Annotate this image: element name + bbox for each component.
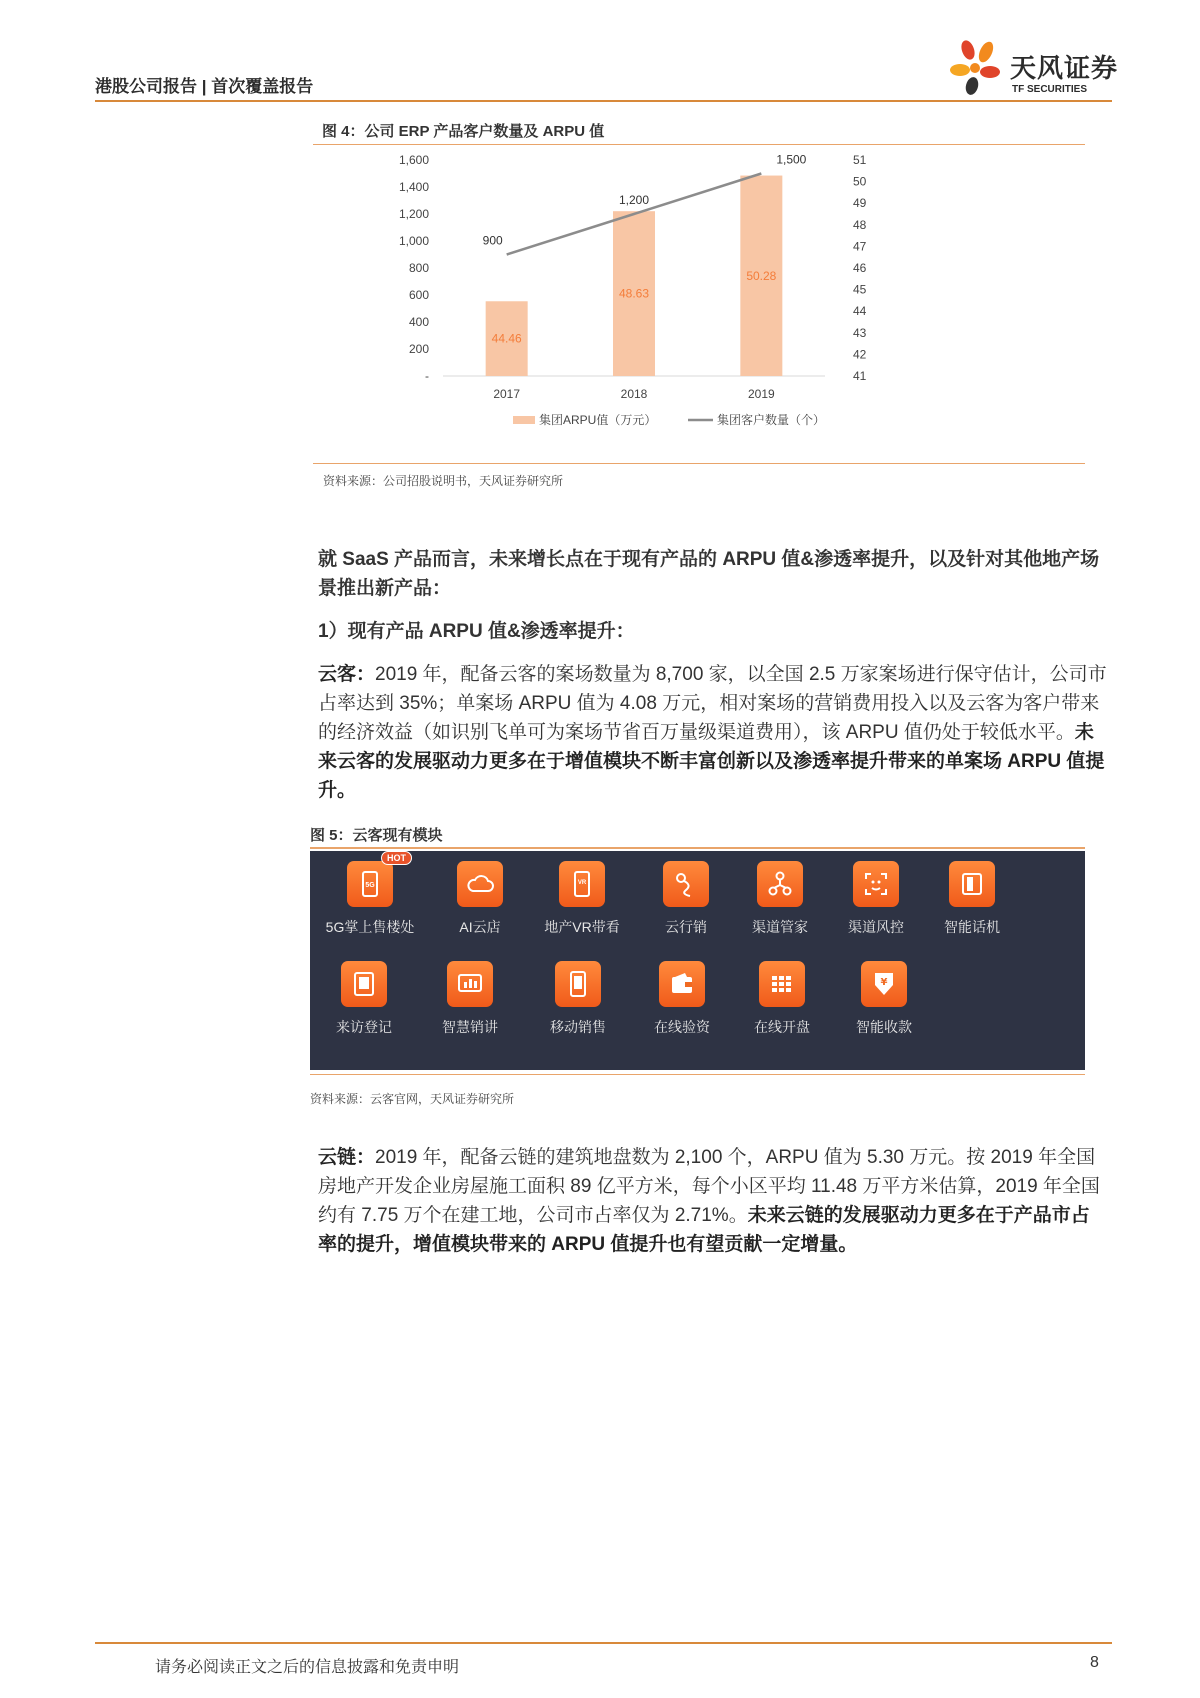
module-tile (430, 961, 510, 1041)
legend-swatch-arpu (513, 416, 535, 424)
presentation-icon (447, 961, 493, 1007)
left-axis-tick-label: 400 (408, 315, 429, 329)
module-label: 智能话机 (944, 919, 1000, 935)
left-axis-tick-label: 1,600 (398, 153, 429, 167)
figure-5-title: 图 5：云客现有模块 (310, 827, 443, 844)
yunlian-lead: 云链： (318, 1147, 376, 1168)
logo-text-en: TF SECURITIES (1012, 84, 1088, 95)
right-axis-tick-label: 42 (853, 347, 867, 362)
right-axis-tick-label: 51 (853, 153, 867, 167)
right-axis-tick-label: 46 (853, 261, 867, 275)
report-type-header: 港股公司报告 | 首次覆盖报告 (95, 77, 314, 96)
yunke-paragraph (318, 660, 1108, 805)
module-label: 云行销 (665, 919, 707, 935)
scan-face-icon (853, 861, 899, 907)
phone-5g-icon (347, 861, 393, 907)
figure-4-bottom-rule (313, 463, 1085, 464)
x-axis-tick-label: 2018 (620, 387, 648, 401)
figure-5-source: 资料来源：云客官网，天风证券研究所 (310, 1092, 515, 1106)
right-axis-tick-label: 50 (853, 174, 867, 189)
left-axis-tick-label: 800 (408, 261, 429, 275)
erp-customers-arpu-chart (313, 150, 1085, 462)
vr-phone-icon (559, 861, 605, 907)
module-tile (932, 861, 1012, 941)
yunlian-paragraph (318, 1143, 1108, 1259)
disclaimer-footer: 请务必阅读正文之后的信息披露和免责申明 (155, 1659, 460, 1676)
figure-4-source: 资料来源：公司招股说明书，天风证券研究所 (323, 474, 564, 488)
module-label: 渠道风控 (848, 919, 904, 935)
module-tile (542, 861, 622, 941)
module-tile (742, 961, 822, 1041)
svg-text:5G: 5G (365, 882, 375, 889)
x-axis-tick-label: 2019 (747, 387, 775, 401)
tablet-icon (341, 961, 387, 1007)
hot-badge: HOT (381, 851, 412, 865)
module-label: 移动销售 (550, 1019, 606, 1035)
module-tile (646, 861, 726, 941)
path-icon (663, 861, 709, 907)
network-icon (757, 861, 803, 907)
yunke-lead: 云客： (318, 664, 376, 685)
figure-4-title: 图 4：公司 ERP 产品客户数量及 ARPU 值 (322, 123, 605, 140)
right-axis-tick-label: 48 (853, 217, 867, 232)
left-axis-tick-label: 1,200 (398, 207, 429, 221)
wallet-icon (659, 961, 705, 1007)
customer-count-label: 1,200 (618, 193, 650, 207)
module-tile (836, 861, 916, 941)
yuan-icon (861, 961, 907, 1007)
yunke-body: 2019 年，配备云客的案场数量为 8,700 家，以全国 2.5 万家案场进行保守估计，公司市占率达到 35%；单案场 ARPU 值为 4.08 万元，相对案场的营销费用投入以及云客为客户带来的经济效益（如识别飞单可为案场节省百万量级渠道费用），该 ARPU 值仍处于较低水平。 (318, 664, 1107, 743)
left-axis-tick-label: - (425, 369, 429, 383)
yunke-conclusion: 未来云客的发展驱动力更多在于增值模块不断丰富创新以及渗透率提升带来的单案场 ARPU 值提升。 (318, 722, 1105, 801)
module-label: AI云店 (459, 919, 501, 935)
module-tile (538, 961, 618, 1041)
figure-5-bottom-rule (310, 1074, 1085, 1075)
mobile-icon (555, 961, 601, 1007)
module-label: 智能收款 (856, 1019, 912, 1035)
customer-count-label: 900 (482, 233, 503, 248)
arpu-bar-label: 48.63 (618, 286, 650, 301)
svg-text:VR: VR (577, 880, 587, 886)
arpu-bar-label: 50.28 (746, 268, 777, 283)
arpu-bar-label: 44.46 (491, 331, 522, 346)
module-label: 地产VR带看 (544, 919, 620, 935)
left-axis-tick-label: 600 (408, 288, 429, 302)
cloud-icon (457, 861, 503, 907)
left-axis-tick-label: 1,400 (398, 180, 429, 194)
right-axis-tick-label: 49 (853, 196, 867, 211)
right-axis-tick-label: 47 (853, 239, 867, 254)
left-axis-tick-label: 200 (408, 342, 429, 356)
module-label: 在线开盘 (754, 1019, 810, 1035)
left-axis-tick-label: 1,000 (398, 234, 429, 248)
saas-growth-paragraph: 就 SaaS 产品而言，未来增长点在于现有产品的 ARPU 值&渗透率提升，以及针对其他地产场景推出新产品： (318, 549, 1100, 599)
page-number: 8 (1090, 1654, 1099, 1671)
right-axis-tick-label: 44 (853, 304, 867, 319)
yunlian-body: 2019 年，配备云链的建筑地盘数为 2,100 个，ARPU 值为 5.30 万元。按 2019 年全国房地产开发企业房屋施工面积 89 亿平方米，每个小区平均 11.48 万平方米估算，2019 年全国约有 7.75 万个在建工地，公司市占率仅为 2.71%。 (318, 1147, 1100, 1226)
figure-5-top-rule (310, 847, 1085, 849)
module-label: 5G掌上售楼处 (325, 919, 415, 935)
customer-count-label: 1,500 (776, 152, 807, 167)
module-tile (324, 961, 404, 1041)
right-axis-tick-label: 43 (853, 325, 867, 340)
module-label: 在线验资 (654, 1019, 710, 1035)
module-tile (844, 961, 924, 1041)
header-divider (95, 100, 1112, 102)
module-tile (325, 853, 415, 941)
yunlian-conclusion: 未来云链的发展驱动力更多在于产品市占率的提升，增值模块带来的 ARPU 值提升也有望贡献一定增量。 (318, 1205, 1090, 1255)
x-axis-tick-label: 2017 (493, 387, 521, 401)
right-axis-tick-label: 41 (853, 369, 867, 383)
logo-text-cn: 天风证券 (1010, 53, 1119, 83)
module-label: 来访登记 (336, 1019, 392, 1035)
module-tile (642, 961, 722, 1041)
legend-label-customers: 集团客户数量（个） (717, 413, 826, 427)
figure-4-top-rule (313, 144, 1085, 145)
module-label: 智慧销讲 (442, 1019, 498, 1035)
module-tile (740, 861, 820, 941)
right-axis-tick-label: 45 (853, 282, 867, 297)
handset-icon (949, 861, 995, 907)
grid-icon (759, 961, 805, 1007)
svg-text:¥: ¥ (880, 977, 888, 988)
footer-divider (95, 1642, 1112, 1644)
yunke-modules-panel (310, 851, 1085, 1070)
legend-label-arpu: 集团ARPU值（万元） (539, 413, 657, 427)
module-label: 渠道管家 (752, 919, 808, 935)
section-heading-1: 1）现有产品 ARPU 值&渗透率提升： (318, 621, 635, 642)
module-tile (440, 861, 520, 941)
